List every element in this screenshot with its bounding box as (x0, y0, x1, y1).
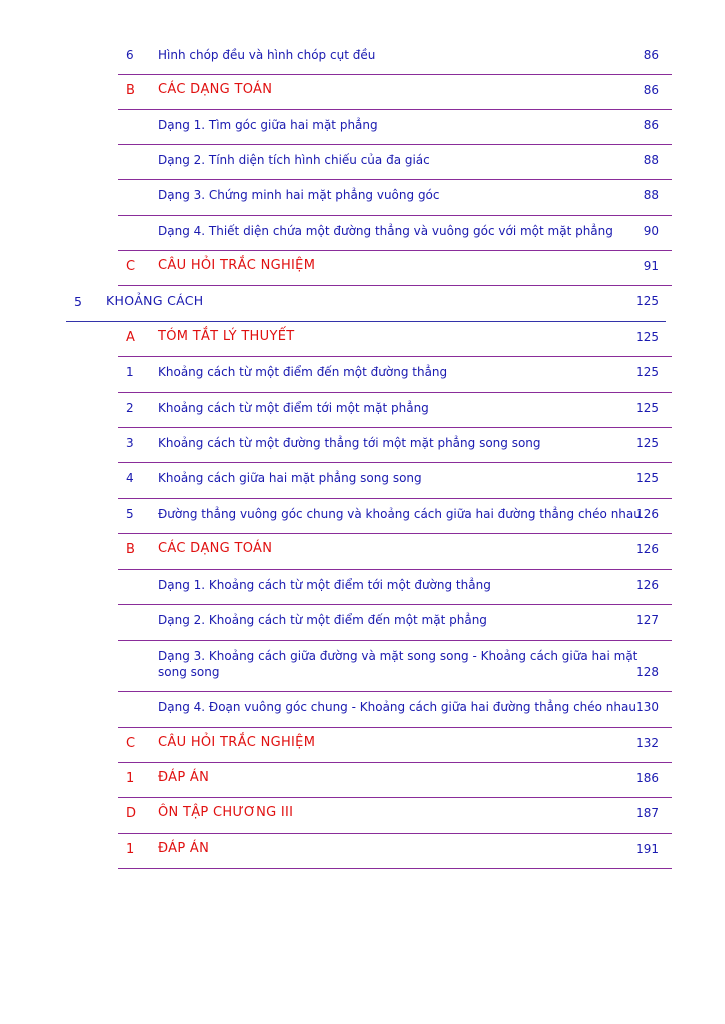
entry-number: 1 (126, 365, 134, 379)
chapter-number: 5 (74, 294, 82, 309)
entry-title: Khoảng cách từ một điểm tới một mặt phẳng (158, 401, 429, 415)
toc-chapter[interactable] (66, 285, 666, 322)
section-title: ÔN TẬP CHƯƠNG III (158, 805, 294, 820)
entry-number: 3 (126, 436, 134, 450)
toc-section[interactable] (118, 533, 672, 570)
section-title: ĐÁP ÁN (158, 770, 210, 785)
entry-title: Dạng 4. Đoạn vuông góc chung - Khoảng cách giữa hai đường thẳng chéo nhau (158, 700, 636, 714)
section-letter: C (126, 259, 136, 274)
toc-section[interactable] (118, 833, 672, 869)
entry-page: 125 (636, 294, 659, 308)
entry-title: Dạng 4. Thiết diện chứa một đường thẳng và vuông góc với một mặt phẳng (158, 224, 613, 238)
entry-page: 126 (636, 578, 659, 592)
entry-page: 125 (636, 436, 659, 450)
entry-page: 130 (636, 700, 659, 714)
entry-page: 187 (636, 806, 659, 820)
entry-page: 88 (643, 188, 659, 202)
entry-page: 127 (636, 613, 659, 627)
toc-entry[interactable] (118, 569, 672, 605)
toc-entry[interactable] (118, 356, 672, 393)
entry-title: Dạng 2. Khoảng cách từ một điểm đến một mặt phẳng (158, 613, 487, 627)
section-letter: A (126, 330, 136, 345)
entry-number: 4 (126, 471, 134, 485)
toc-entry[interactable] (118, 427, 672, 463)
toc-entry[interactable] (118, 144, 672, 180)
entry-title: Dạng 2. Tính diện tích hình chiếu của đa giác (158, 153, 430, 167)
toc-entry[interactable] (118, 462, 672, 499)
toc-section[interactable] (118, 797, 672, 834)
toc-section[interactable] (118, 727, 672, 763)
section-title: ĐÁP ÁN (158, 841, 210, 856)
toc-entry[interactable] (118, 179, 672, 216)
entry-page: 125 (636, 365, 659, 379)
entry-page: 88 (643, 153, 659, 167)
section-number: 1 (126, 771, 135, 786)
toc-entry[interactable] (118, 498, 672, 534)
section-number: 1 (126, 842, 135, 857)
entry-page: 126 (636, 542, 659, 556)
entry-page: 90 (643, 224, 659, 238)
toc-entry[interactable] (118, 691, 672, 728)
entry-number: 6 (126, 48, 134, 62)
toc-section[interactable] (118, 250, 672, 286)
chapter-title: KHOẢNG CÁCH (106, 293, 204, 308)
entry-page: 186 (636, 771, 659, 785)
entry-page: 91 (643, 259, 659, 273)
toc-entry[interactable] (118, 640, 672, 692)
section-title: CÂU HỎI TRẮC NGHIỆM (158, 735, 316, 750)
entry-page: 125 (636, 330, 659, 344)
entry-title: Dạng 1. Khoảng cách từ một điểm tới một đường thẳng (158, 578, 491, 592)
entry-page: 86 (643, 118, 659, 132)
section-letter: B (126, 83, 136, 98)
entry-page: 86 (643, 48, 659, 62)
entry-title: Khoảng cách từ một điểm đến một đường thẳng (158, 365, 448, 379)
entry-title: Dạng 3. Chứng minh hai mặt phẳng vuông góc (158, 188, 440, 202)
entry-page: 125 (636, 471, 659, 485)
entry-title: Hình chóp đều và hình chóp cụt đều (158, 48, 376, 62)
entry-title: Dạng 3. Khoảng cách giữa đường và mặt song song - Khoảng cách giữa hai mặt song song (158, 649, 638, 679)
section-title: TÓM TẮT LÝ THUYẾT (158, 329, 295, 344)
entry-number: 2 (126, 401, 134, 415)
entry-page: 128 (636, 665, 659, 679)
section-letter: D (126, 806, 137, 821)
section-title: CÂU HỎI TRẮC NGHIỆM (158, 258, 316, 273)
entry-title: Dạng 1. Tìm góc giữa hai mặt phẳng (158, 118, 378, 132)
toc-section[interactable] (118, 321, 672, 357)
entry-page: 86 (643, 83, 659, 97)
section-letter: C (126, 736, 136, 751)
toc-section[interactable] (118, 762, 672, 798)
section-letter: B (126, 542, 136, 557)
entry-title: Khoảng cách từ một đường thẳng tới một mặt phẳng song song (158, 436, 541, 450)
entry-number: 5 (126, 507, 134, 521)
section-title: CÁC DẠNG TOÁN (158, 541, 273, 556)
toc-section[interactable] (118, 74, 672, 110)
entry-title: Đường thẳng vuông góc chung và khoảng cách giữa hai đường thẳng chéo nhau (158, 507, 641, 521)
toc-entry[interactable] (118, 215, 672, 251)
section-title: CÁC DẠNG TOÁN (158, 82, 273, 97)
toc-entry[interactable] (118, 45, 672, 75)
entry-page: 125 (636, 401, 659, 415)
toc-entry[interactable] (118, 392, 672, 428)
entry-page: 191 (636, 842, 659, 856)
entry-page: 132 (636, 736, 659, 750)
entry-title: Khoảng cách giữa hai mặt phẳng song song (158, 471, 422, 485)
entry-page: 126 (636, 507, 659, 521)
toc-entry[interactable] (118, 109, 672, 145)
toc-entry[interactable] (118, 604, 672, 641)
